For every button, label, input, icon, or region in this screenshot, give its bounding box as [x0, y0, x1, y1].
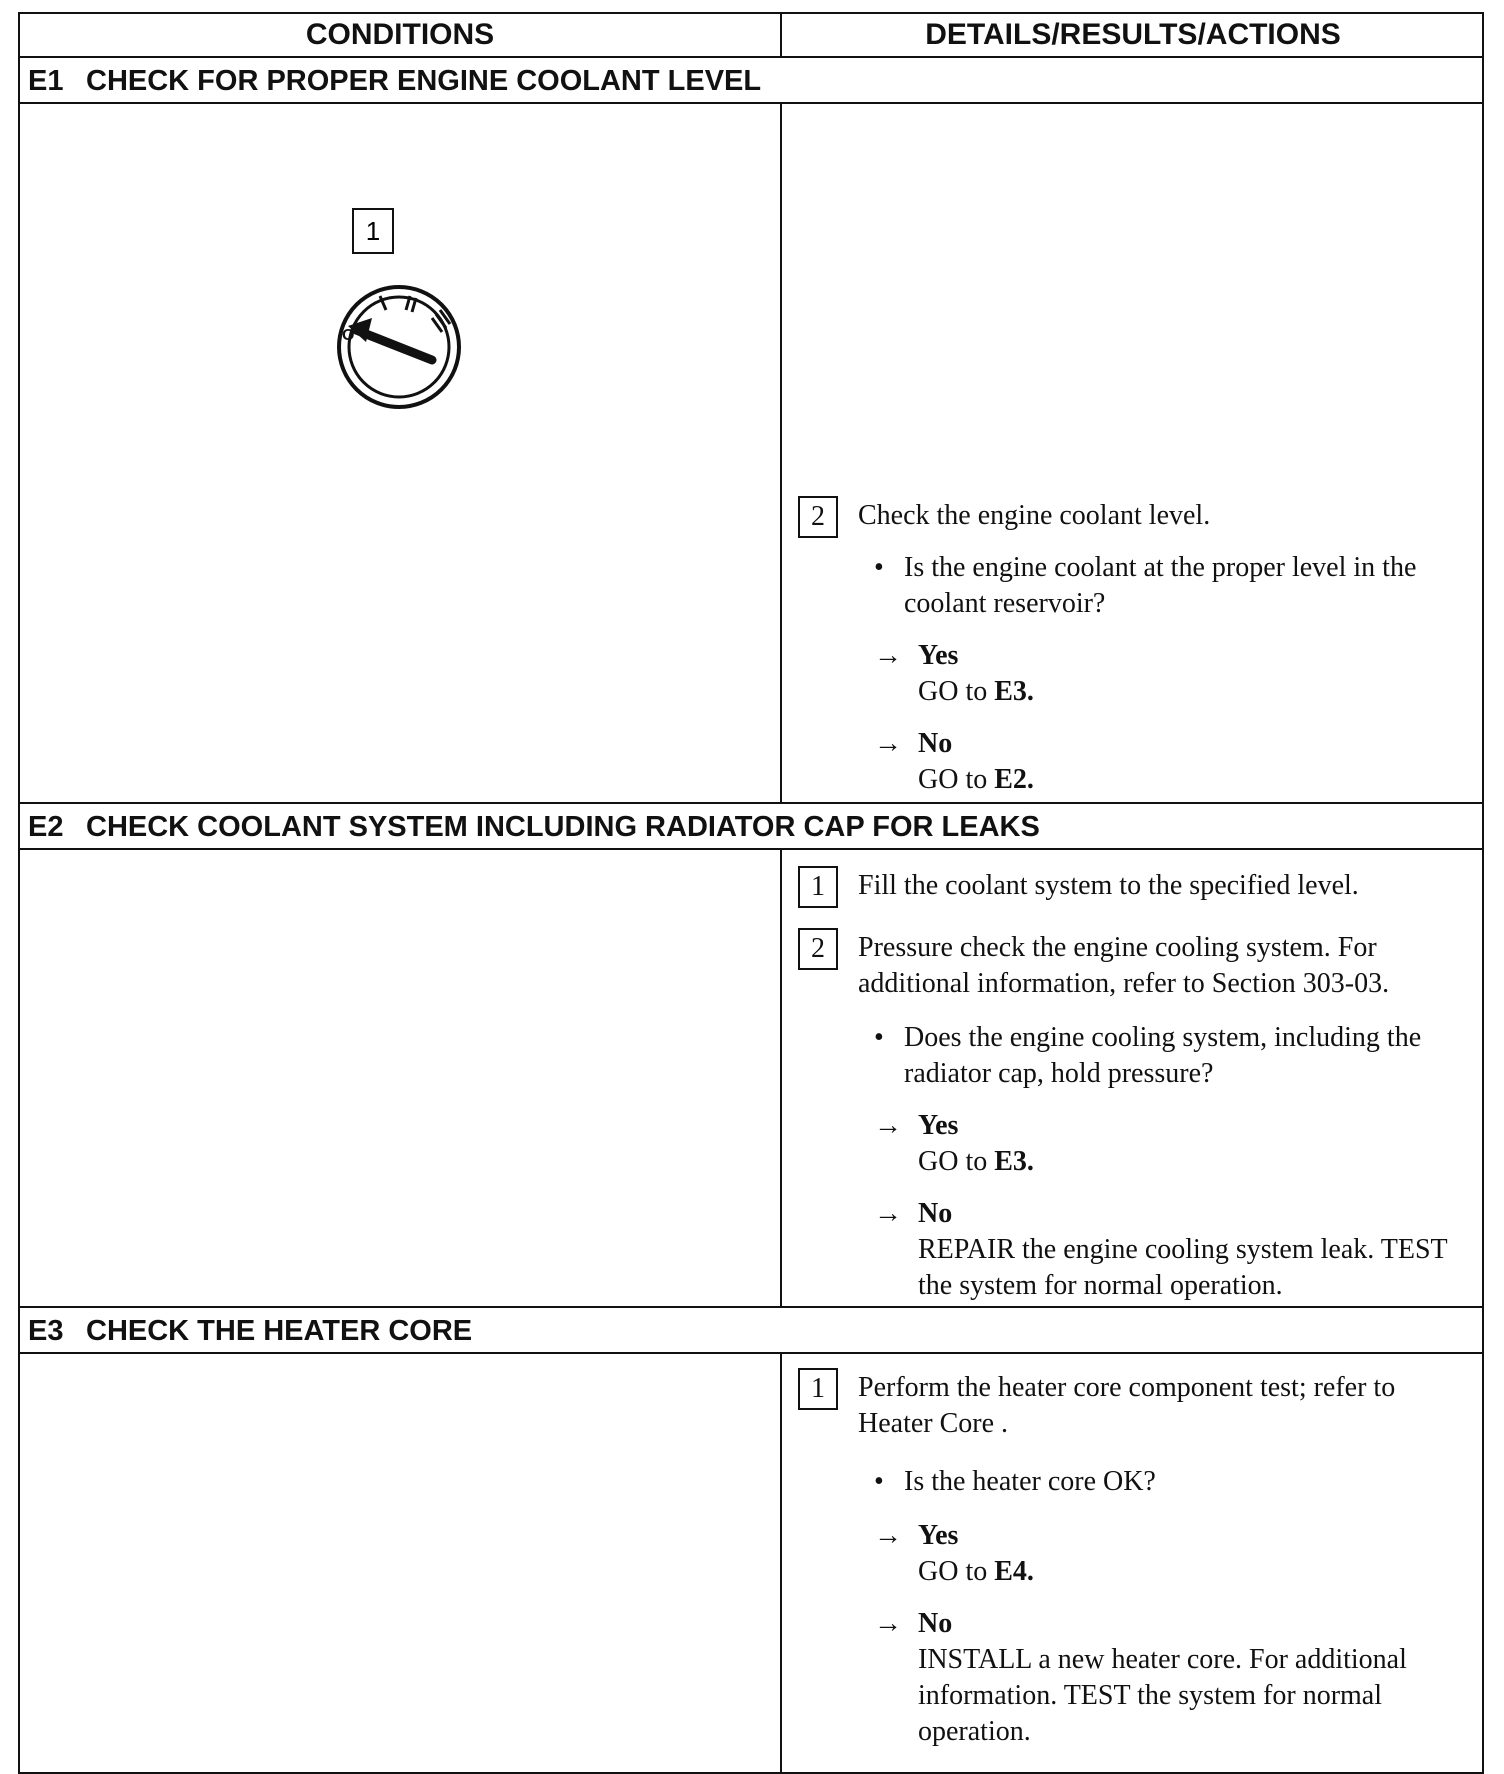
svg-text:O: O [342, 327, 355, 344]
step-title-text: CHECK FOR PROPER ENGINE COOLANT LEVEL [86, 65, 762, 97]
action-text: Check the engine coolant level. [858, 500, 1211, 531]
question-item [874, 1464, 1472, 1504]
conditions-cell [20, 850, 782, 1306]
step-e2-body [20, 850, 1482, 1308]
question-text: Does the engine cooling system, including the radiator cap, hold pressure? [904, 1022, 1422, 1089]
action-item [798, 928, 1464, 1004]
no-label: No [918, 728, 953, 759]
arrow-right-icon: → [874, 1198, 902, 1229]
arrow-right-icon: → [874, 640, 902, 671]
conditions-cell [20, 104, 782, 802]
header-details: DETAILS/RESULTS/ACTIONS [925, 18, 1341, 51]
conditions-cell [20, 1354, 782, 1772]
action-number-box: 1 [798, 866, 838, 908]
yes-label: Yes [918, 1520, 959, 1551]
yes-action: GO to E4. [918, 1556, 1034, 1587]
no-label: No [918, 1608, 953, 1639]
details-cell [782, 1354, 1482, 1772]
question-text: Is the heater core OK? [904, 1466, 1156, 1497]
action-text: Fill the coolant system to the specified level. [858, 870, 1359, 901]
no-branch [874, 1196, 1472, 1304]
yes-label: Yes [918, 1110, 959, 1141]
action-number-box: 2 [798, 496, 838, 538]
details-cell [782, 850, 1482, 1306]
diagnostic-table [18, 12, 1484, 1774]
details-cell [782, 104, 1482, 802]
arrow-right-icon: → [874, 728, 902, 759]
action-number-box: 2 [798, 928, 838, 970]
action-text: Perform the heater core component test; refer to Heater Core . [858, 1372, 1396, 1439]
no-action: INSTALL a new heater core. For additional information. TEST the system for normal operation. [918, 1644, 1407, 1747]
goto-target: E3. [994, 676, 1034, 707]
yes-action: GO to E3. [918, 1146, 1034, 1177]
step-e2-title [20, 804, 1482, 850]
step-code: E1 [28, 65, 64, 97]
no-label: No [918, 1198, 953, 1229]
arrow-right-icon: → [874, 1608, 902, 1639]
action-item [798, 866, 1464, 910]
action-item [798, 496, 1464, 540]
arrow-right-icon: → [874, 1110, 902, 1141]
ignition-switch-icon [334, 282, 464, 412]
no-action: GO to E2. [918, 764, 1034, 795]
no-action: REPAIR the engine cooling system leak. TEST the system for normal operation. [918, 1234, 1448, 1301]
step-title-text: CHECK COOLANT SYSTEM INCLUDING RADIATOR CAP FOR LEAKS [86, 811, 1040, 843]
yes-action: GO to E3. [918, 676, 1034, 707]
yes-branch [874, 1518, 1472, 1590]
no-branch [874, 1606, 1472, 1750]
question-item [874, 550, 1472, 624]
step-e3-title [20, 1308, 1482, 1354]
table-header [20, 14, 1482, 58]
yes-branch [874, 1108, 1472, 1180]
goto-target: E2. [994, 764, 1034, 795]
step-e1-title [20, 58, 1482, 104]
bullet-icon: • [874, 552, 884, 583]
bullet-icon: • [874, 1022, 884, 1053]
no-branch [874, 726, 1472, 798]
action-item [798, 1368, 1464, 1444]
step-e3-body [20, 1354, 1482, 1772]
yes-label: Yes [918, 640, 959, 671]
goto-target: E3. [994, 1146, 1034, 1177]
step-title-text: CHECK THE HEATER CORE [86, 1315, 473, 1347]
step-code: E3 [28, 1315, 64, 1347]
action-text: Pressure check the engine cooling system. For additional information, refer to Section 303-03. [858, 932, 1390, 999]
step-code: E2 [28, 811, 64, 843]
step-number-box: 1 [352, 208, 394, 254]
question-item [874, 1020, 1472, 1094]
step-e1-body [20, 104, 1482, 804]
question-text: Is the engine coolant at the proper level in the coolant reservoir? [904, 552, 1417, 619]
arrow-right-icon: → [874, 1520, 902, 1551]
goto-target: E4. [994, 1556, 1034, 1587]
header-conditions: CONDITIONS [20, 14, 782, 56]
yes-branch [874, 638, 1472, 710]
action-number-box: 1 [798, 1368, 838, 1410]
bullet-icon: • [874, 1466, 884, 1497]
